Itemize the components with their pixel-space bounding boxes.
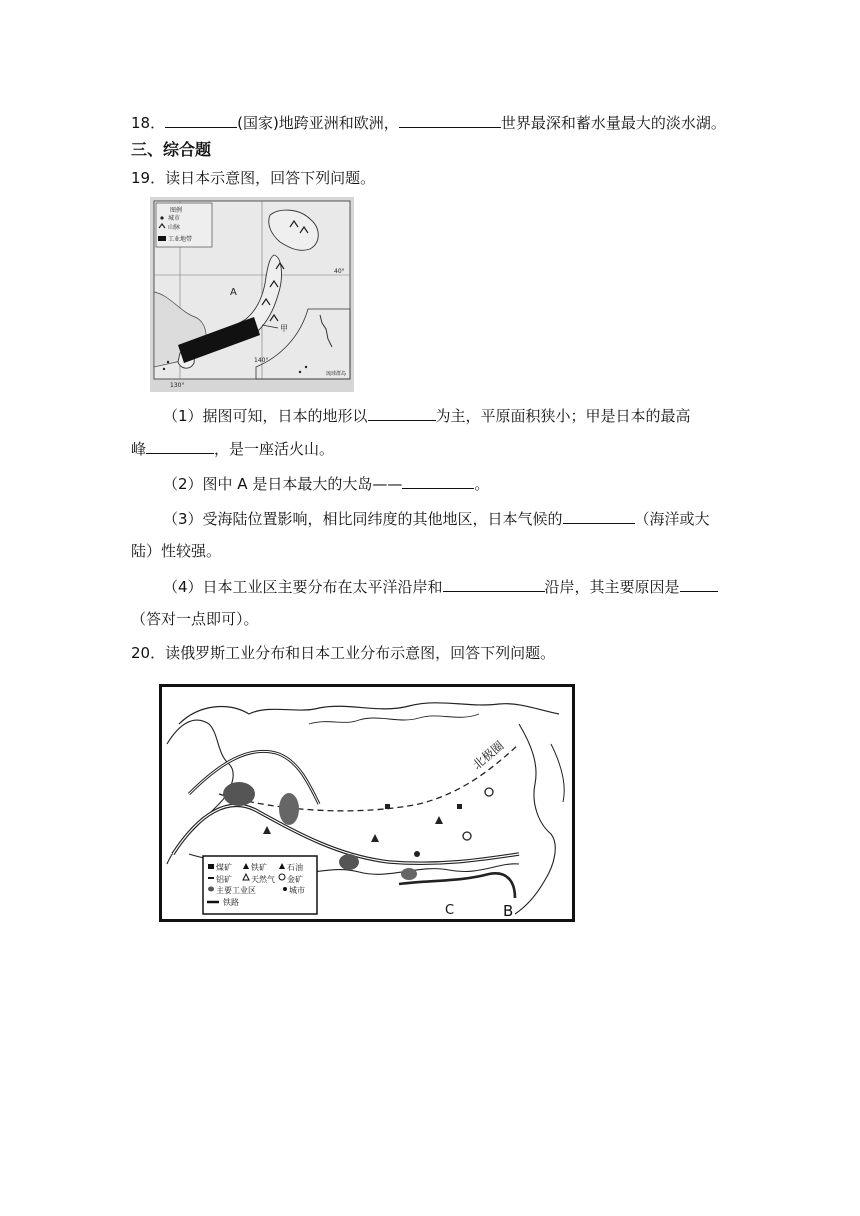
answer-blank[interactable]: [146, 437, 214, 454]
label-b: B: [503, 902, 514, 920]
answer-blank[interactable]: [563, 507, 635, 524]
question-text: 世界最深和蓄水量最大的淡水湖。: [500, 114, 726, 132]
question-text: （2）图中 A 是日本最大的大岛——: [163, 475, 403, 493]
legend-nonferrous: 铝矿: [216, 875, 232, 884]
question-text: （海洋或大: [634, 510, 710, 528]
question-number: 18．: [131, 114, 166, 132]
question-text: （1）据图可知，日本的地形以: [163, 407, 368, 425]
answer-blank[interactable]: [399, 111, 501, 128]
legend-gold: 金矿: [287, 875, 303, 884]
question-text: (国家)地跨亚洲和欧洲，: [237, 114, 399, 132]
legend-city: 城市: [168, 215, 181, 222]
legend-rail: 铁路: [223, 898, 239, 907]
question-20-prompt: 20．读俄罗斯工业分布和日本工业分布示意图，回答下列问题。: [131, 644, 556, 662]
answer-blank[interactable]: [165, 111, 237, 128]
legend-industry: 主要工业区: [216, 886, 256, 895]
question-19-3-line2: 陆）性较强。: [131, 542, 222, 560]
question-text: 。: [474, 475, 490, 493]
japan-map: [150, 197, 354, 392]
japan-map-figure: [150, 197, 354, 392]
question-19-4-line1: [163, 575, 718, 598]
russia-map: [159, 684, 575, 922]
label-c: C: [445, 903, 455, 918]
russia-map-figure: [159, 684, 575, 922]
longitude-140: 140°: [254, 357, 269, 364]
legend-industry: 工业地带: [168, 236, 193, 243]
question-text: 沿岸，其主要原因是: [544, 578, 680, 596]
question-text: （3）受海陆位置影响，相比同纬度的其他地区，日本气候的: [163, 510, 563, 528]
question-text: （4）日本工业区主要分布在太平洋沿岸和: [163, 578, 443, 596]
question-text: 为主，平原面积狭小；甲是日本的最高: [435, 407, 691, 425]
label-a: A: [230, 287, 237, 298]
section-title: 三、综合题: [131, 140, 212, 159]
legend-coal: 煤矿: [216, 863, 232, 872]
question-18: [131, 111, 726, 134]
legend-gas: 天然气: [251, 875, 275, 884]
inset-caption: 琉球群岛: [326, 371, 347, 377]
legend-mountain: 山脉: [168, 224, 181, 231]
label-jia: 甲: [280, 324, 288, 333]
question-19-1-line1: [163, 404, 691, 427]
answer-blank[interactable]: [368, 404, 436, 421]
arctic-circle-label: 北极圈: [469, 738, 507, 773]
question-19-prompt: 19．读日本示意图，回答下列问题。: [131, 169, 376, 187]
legend-iron: 铁矿: [251, 863, 267, 872]
question-text: ，是一座活火山。: [214, 440, 335, 458]
question-19-4-line2: （答对一点即可）。: [131, 610, 259, 628]
question-text: 峰: [131, 440, 147, 458]
legend-city: 城市: [289, 886, 305, 895]
legend-title: 图例: [170, 207, 183, 214]
question-19-2: [163, 472, 489, 495]
answer-blank[interactable]: [443, 575, 545, 592]
question-19-1-line2: [131, 437, 334, 460]
answer-blank[interactable]: [680, 575, 718, 592]
longitude-130: 130°: [170, 382, 185, 389]
question-19-3-line1: [163, 507, 710, 530]
answer-blank[interactable]: [402, 472, 474, 489]
latitude-40: 40°: [334, 268, 345, 275]
legend-oil: 石油: [287, 863, 303, 872]
